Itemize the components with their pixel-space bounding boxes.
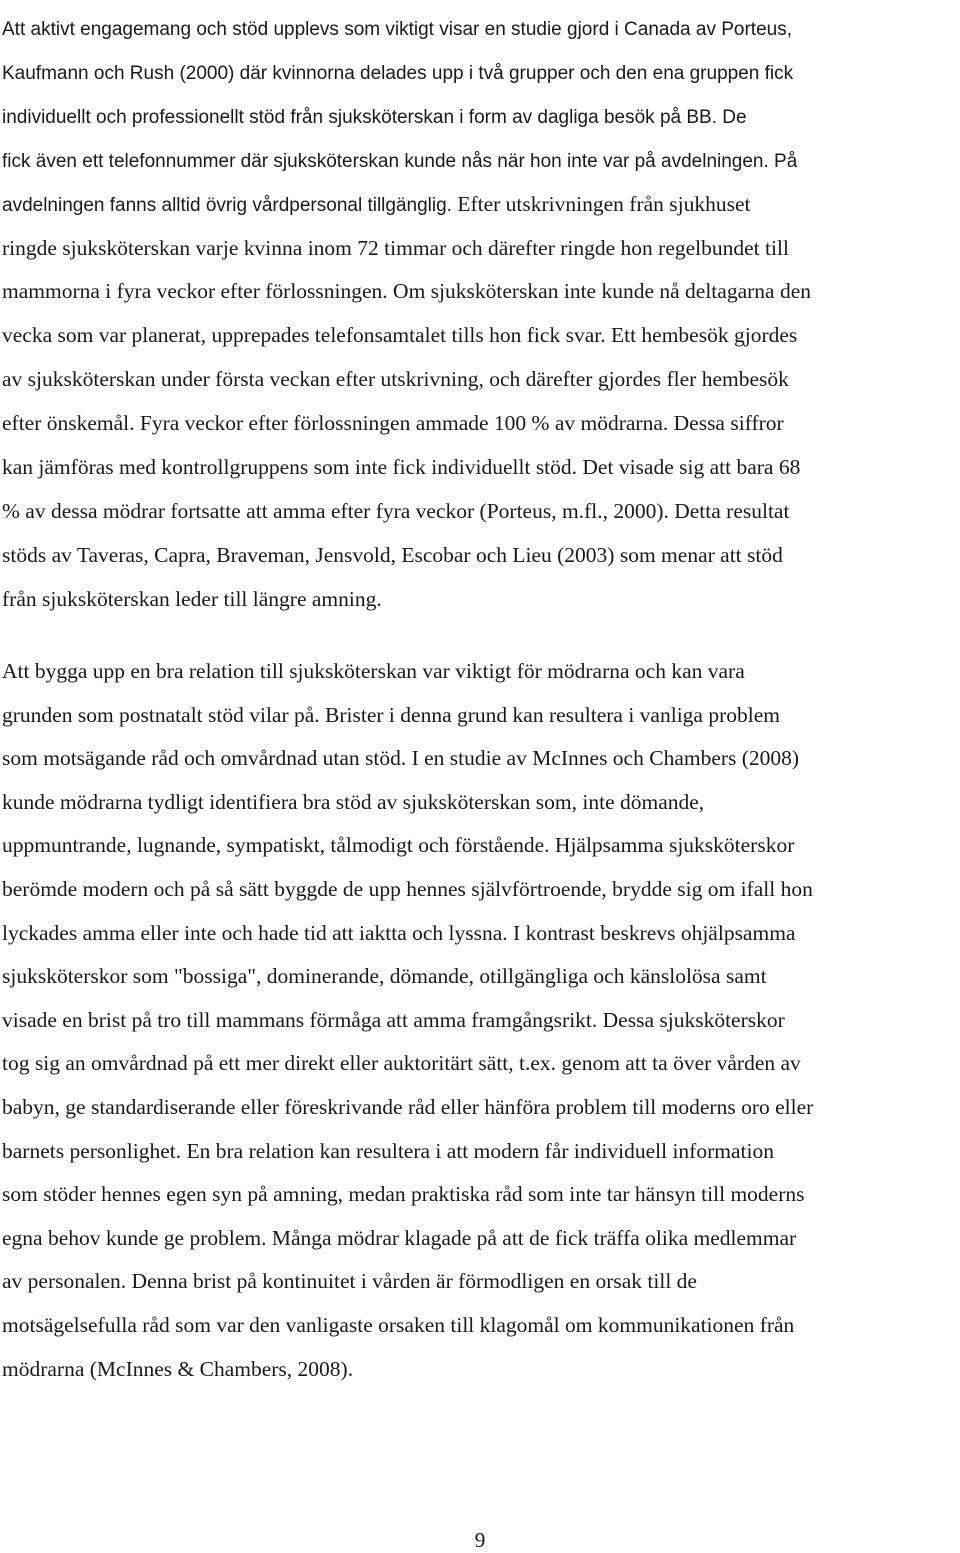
text-span: egna behov kunde ge problem. Många mödrar klagade på att de fick träffa olika medlemmar [2,1225,797,1250]
text-span: från sjuksköterskan leder till längre amning. [2,586,382,611]
text-line [2,410,784,436]
text-line [2,789,704,815]
text-span: Kaufmann och Rush (2000) där kvinnorna delades upp i två grupper och den ena gruppen fick [2,62,794,84]
text-line [2,1138,774,1164]
text-span: Att aktivt engagemang och stöd upplevs som viktigt visar en studie gjord i Canada av Porteus, [2,19,792,40]
text-span: motsägelsefulla råd som var den vanligaste orsaken till klagomål om kommunikationen från [2,1313,795,1337]
text-line [2,1225,796,1251]
text-line [2,1094,813,1120]
text-line [2,235,789,261]
text-span: berömde modern och på så sätt byggde de upp hennes självförtroende, brydde sig om ifall hon [2,877,813,901]
text-span: avdelningen fanns alltid övrig vårdpersonal tillgänglig. [2,194,452,216]
text-line [2,542,783,568]
text-line [2,963,767,989]
text-span: uppmuntrande, lugnande, sympatiskt, tålmodigt och förstående. Hjälpsamma sjuksköterskor [2,833,795,858]
text-span: av personalen. Denna brist på kontinuitet i vården är förmodligen en orsak till de [2,1269,697,1294]
text-span: kunde mödrarna tydligt identifiera bra stöd av sjuksköterskan som, inte dömande, [2,789,705,814]
text-span: % av dessa mödrar fortsatte att amma efter fyra veckor (Porteus, m.fl., 2000). Detta resultat [2,498,790,523]
text-line [2,278,811,304]
text-span: som stöder hennes egen syn på amning, medan praktiska råd som inte tar hänsyn till moderns [2,1182,805,1207]
text-line [2,454,800,480]
text-span: Att bygga upp en bra relation till sjuksköterskan var viktigt för mödrarna och kan vara [2,659,745,683]
text-line [2,832,794,858]
text-span: mammorna i fyra veckor efter förlossningen. [2,279,388,304]
text-span: Efter utskrivningen från sjukhuset [451,191,751,216]
text-line [2,1268,697,1294]
text-line [2,702,780,728]
text-span: sjuksköterskor som "bossiga", dominerande, dömande, otillgängliga och känslolösa samt [2,964,767,989]
text-span: ringde sjuksköterskan varje kvinna inom 72 timmar och därefter ringde hon regelbundet till [2,235,789,260]
text-line [2,658,745,684]
text-span: av sjuksköterskan under första veckan efter utskrivning, och därefter gjordes fler hembesök [2,367,789,392]
text-line [2,1312,794,1338]
text-line [2,876,813,902]
text-span: grunden som postnatalt stöd vilar på. Brister i denna grund kan resultera i vanliga problem [2,702,780,727]
page-number: 9 [474,1528,486,1552]
text-line [2,1007,785,1033]
text-line [2,745,799,771]
text-span: som motsägande råd och omvårdnad utan stöd. I en studie av McInnes och Chambers (2008) [2,746,800,771]
text-line [2,191,751,217]
text-line [2,920,795,946]
text-span: tog sig an omvårdnad på ett mer direkt eller auktoritärt sätt, t.ex. genom att ta över vården av [2,1051,801,1076]
text-line [2,15,792,41]
text-line [2,586,382,612]
text-line [2,498,789,524]
text-span: lyckades amma eller inte och hade tid att iaktta och lyssna. I kontrast beskrevs ohjälpsamma [2,920,796,945]
text-span: efter önskemål. Fyra veckor efter förlossningen ammade 100 % av mödrarna. Dessa siffror [2,411,784,436]
text-span: kan jämföras med kontrollgruppens som inte fick individuellt stöd. Det visade sig att bara 68 [2,455,801,479]
text-span: mödrarna (McInnes & Chambers, 2008). [2,1356,354,1381]
text-span: individuellt och professionellt stöd från sjuksköterskan i form av dagliga besök på BB. De [2,106,747,128]
text-line [2,1356,353,1382]
text-line [2,366,789,392]
text-span: stöds av Taveras, Capra, Braveman, Jensvold, Escobar och Lieu (2003) som menar att stöd [2,542,783,567]
text-line [2,103,747,129]
text-span: babyn, ge standardiserande eller föreskrivande råd eller hänföra problem till moderns oro eller [2,1095,814,1119]
text-line [2,1181,805,1207]
text-line [2,322,797,348]
text-span: barnets personlighet. En bra relation kan resultera i att modern får individuell information [2,1138,774,1163]
text-line [2,1050,801,1076]
text-span: vecka som var planerat, upprepades telefonsamtalet tills hon fick svar. Ett hembesök gjordes [2,323,798,348]
text-line [2,59,793,85]
text-span: visade en brist på tro till mammans förmåga att amma framgångsrikt. Dessa sjuksköterskor [2,1007,785,1032]
text-line [2,147,797,173]
text-span: fick även ett telefonnummer där sjuksköterskan kunde nås när hon inte var på avdelningen. På [2,150,798,172]
text-span: Om sjuksköterskan inte kunde nå deltagarna den [387,279,811,304]
